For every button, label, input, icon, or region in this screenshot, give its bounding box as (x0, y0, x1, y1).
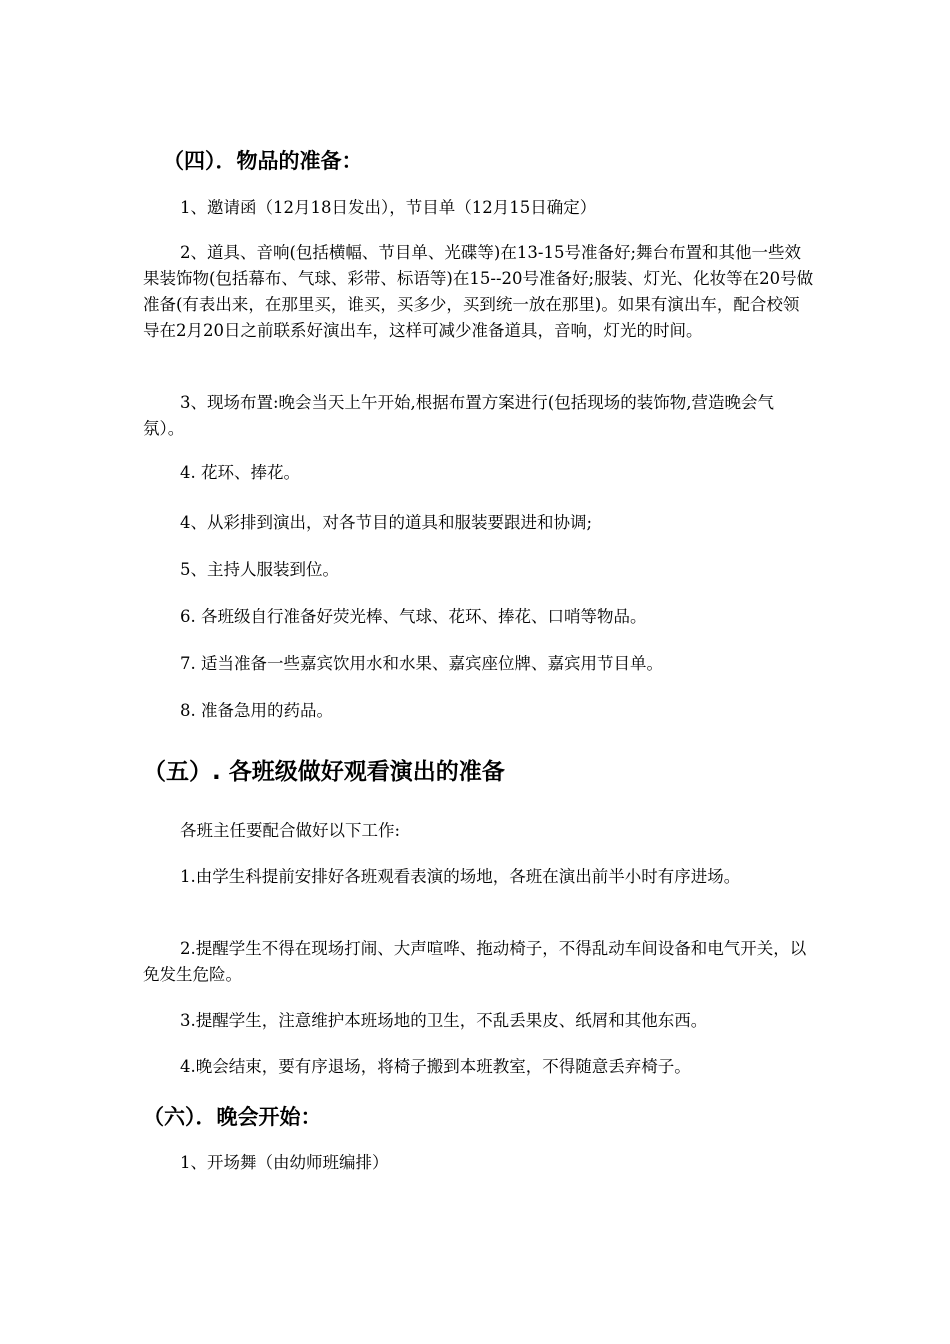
section-5-item-2: 2.提醒学生不得在现场打闹、大声喧哗、拖动椅子，不得乱动车间设备和电气开关，以免发生危险。 (143, 939, 807, 984)
section-4-item-4a: 4. 花环、捧花。 (180, 463, 300, 482)
section-4-heading: （四）．物品的准备： (163, 149, 363, 173)
section-6-item-1: 1、开场舞（由幼师班编排） (180, 1153, 389, 1172)
section-4-item-1: 1、邀请函（12月18日发出），节目单（12月15日确定） (180, 198, 597, 217)
section-6-heading: （六）．晚会开始： (143, 1105, 322, 1129)
section-4-item-6: 6. 各班级自行准备好荧光棒、气球、花环、捧花、口哨等物品。 (180, 607, 647, 626)
section-5-intro: 各班主任要配合做好以下工作: (180, 821, 401, 840)
section-5-heading: （五）. 各班级做好观看演出的准备 (143, 759, 505, 785)
section-4-item-3: 3、现场布置:晚会当天上午开始,根据布置方案进行(包括现场的装饰物,营造晚会气氛）。 (143, 393, 774, 438)
section-4-item-2: 2、道具、音响(包括横幅、节目单、光碟等)在13-15号准备好;舞台布置和其他一些效果装饰物(包括幕布、气球、彩带、标语等)在15--20号准备好;服装、灯光、化妆等在20号做准备(有表出来，在那里买，谁买，买多少，买到统一放在那里)。如果有演出车，配合校领导在2月20日之前联系好演出车，这样可减少准备道具，音响，灯光的时间。 (143, 243, 814, 340)
section-5-item-1: 1.由学生科提前安排好各班观看表演的场地，各班在演出前半小时有序进场。 (180, 867, 741, 886)
section-4-item-4b: 4、从彩排到演出，对各节目的道具和服装要跟进和协调; (180, 513, 593, 532)
section-4-item-5: 5、主持人服装到位。 (180, 560, 339, 579)
section-5-item-3: 3.提醒学生，注意维护本班场地的卫生，不乱丢果皮、纸屑和其他东西。 (180, 1011, 708, 1030)
section-4-item-7: 7. 适当准备一些嘉宾饮用水和水果、嘉宾座位牌、嘉宾用节目单。 (180, 654, 663, 673)
section-5-item-4: 4.晚会结束，要有序退场，将椅子搬到本班教室，不得随意丢弃椅子。 (180, 1057, 691, 1076)
section-4-item-8: 8. 准备急用的药品。 (180, 701, 333, 720)
